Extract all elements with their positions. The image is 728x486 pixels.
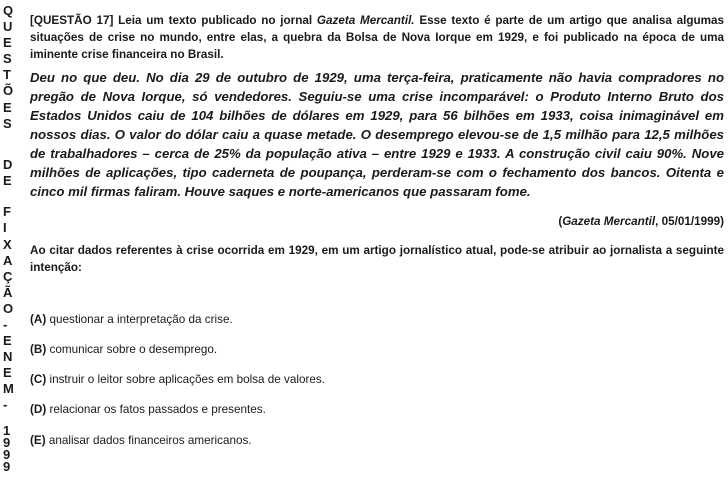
option-c[interactable]	[30, 371, 325, 388]
intro-text-a: Leia um texto publicado no jornal	[118, 14, 313, 27]
side-letter: Q	[3, 3, 14, 18]
side-letter: U	[3, 19, 13, 34]
option-text: analisar dados financeiros americanos.	[48, 434, 252, 447]
side-letter: -	[3, 397, 8, 412]
source-date: , 05/01/1999)	[655, 215, 724, 228]
side-letter: S	[3, 51, 12, 66]
side-letter: E	[3, 35, 12, 50]
option-e[interactable]	[30, 432, 252, 449]
side-letter: 9	[3, 447, 11, 462]
side-letter: E	[3, 365, 12, 380]
side-letter: Ã	[3, 285, 13, 300]
side-letter: 9	[3, 435, 11, 450]
side-letter: I	[3, 220, 7, 235]
side-letter: X	[3, 237, 12, 252]
side-letter: F	[3, 204, 11, 219]
option-letter: (E)	[30, 434, 46, 447]
option-letter: (D)	[30, 403, 47, 416]
option-text: questionar a interpretação da crise.	[49, 313, 233, 326]
side-letter: E	[3, 173, 12, 188]
question-number: [QUESTÃO 17]	[30, 14, 114, 27]
option-text: relacionar os fatos passados e presentes.	[49, 403, 266, 416]
side-letter: 1	[3, 423, 11, 438]
question-content	[30, 12, 724, 276]
option-letter: (A)	[30, 313, 47, 326]
option-text: instruir o leitor sobre aplicações em bolsa de valores.	[49, 373, 325, 386]
option-letter: (C)	[30, 373, 47, 386]
side-letter: -	[3, 317, 8, 332]
side-letter: M	[3, 381, 14, 396]
quote-source	[30, 213, 724, 230]
journal-name: Gazeta Mercantil.	[316, 14, 415, 27]
option-text: comunicar sobre o desemprego.	[49, 343, 218, 356]
source-name: Gazeta Mercantil	[562, 215, 656, 228]
side-letter: E	[3, 100, 12, 115]
side-letter: T	[3, 67, 11, 82]
option-b[interactable]	[30, 341, 217, 358]
option-letter: (B)	[30, 343, 47, 356]
option-a[interactable]	[30, 311, 233, 328]
source-open: (	[558, 215, 563, 228]
question-intro	[30, 12, 724, 63]
option-d[interactable]	[30, 401, 266, 418]
side-letter: Ç	[3, 269, 13, 284]
side-letter: O	[3, 301, 14, 316]
intro-text-b: Esse texto é parte de um artigo que analisa algumas situações de crise no mundo, entre elas, a quebra da Bolsa de Nova Iorque em 1929, e foi publicado na época de uma iminente crise financeira no Brasil.	[30, 14, 725, 61]
question-prompt: Ao citar dados referentes à crise ocorrida em 1929, em um artigo jornalístico atual, pode-se atribuir ao jornalista a seguinte intenção:	[30, 244, 724, 274]
side-letter: 9	[3, 459, 11, 474]
side-vertical-label	[0, 0, 22, 486]
side-letter: Õ	[3, 83, 14, 98]
side-letter: E	[3, 333, 12, 348]
side-letter: A	[3, 253, 13, 268]
side-letter: S	[3, 116, 12, 131]
quoted-text: Deu no que deu. No dia 29 de outubro de 1929, uma terça-feira, praticamente não havia compradores no pregão de Nova Iorque, só vendedores. Seguiu-se uma crise incomparável: o Produto Interno Bruto dos Estados Unidos caiu de 104 bilhões de dólares em 1929, para 56 bilhões em 1933, coisa inimaginável em nossos dias. O valor do dólar caiu a quase metade. O desemprego elevou-se de 1,5 milhão para 12,5 milhões de trabalhadores – cerca de 25% da população ativa – entre 1929 e 1933. A construção civil caiu 90%. Nove milhões de aplicações, tipo caderneta de poupança, perderam-se com o fechamento dos bancos. Oitenta e cinco mil firmas faliram. Houve saques e norte-americanos que passaram fome.	[30, 70, 724, 199]
side-letter: D	[3, 157, 13, 172]
side-letter: N	[3, 349, 13, 364]
